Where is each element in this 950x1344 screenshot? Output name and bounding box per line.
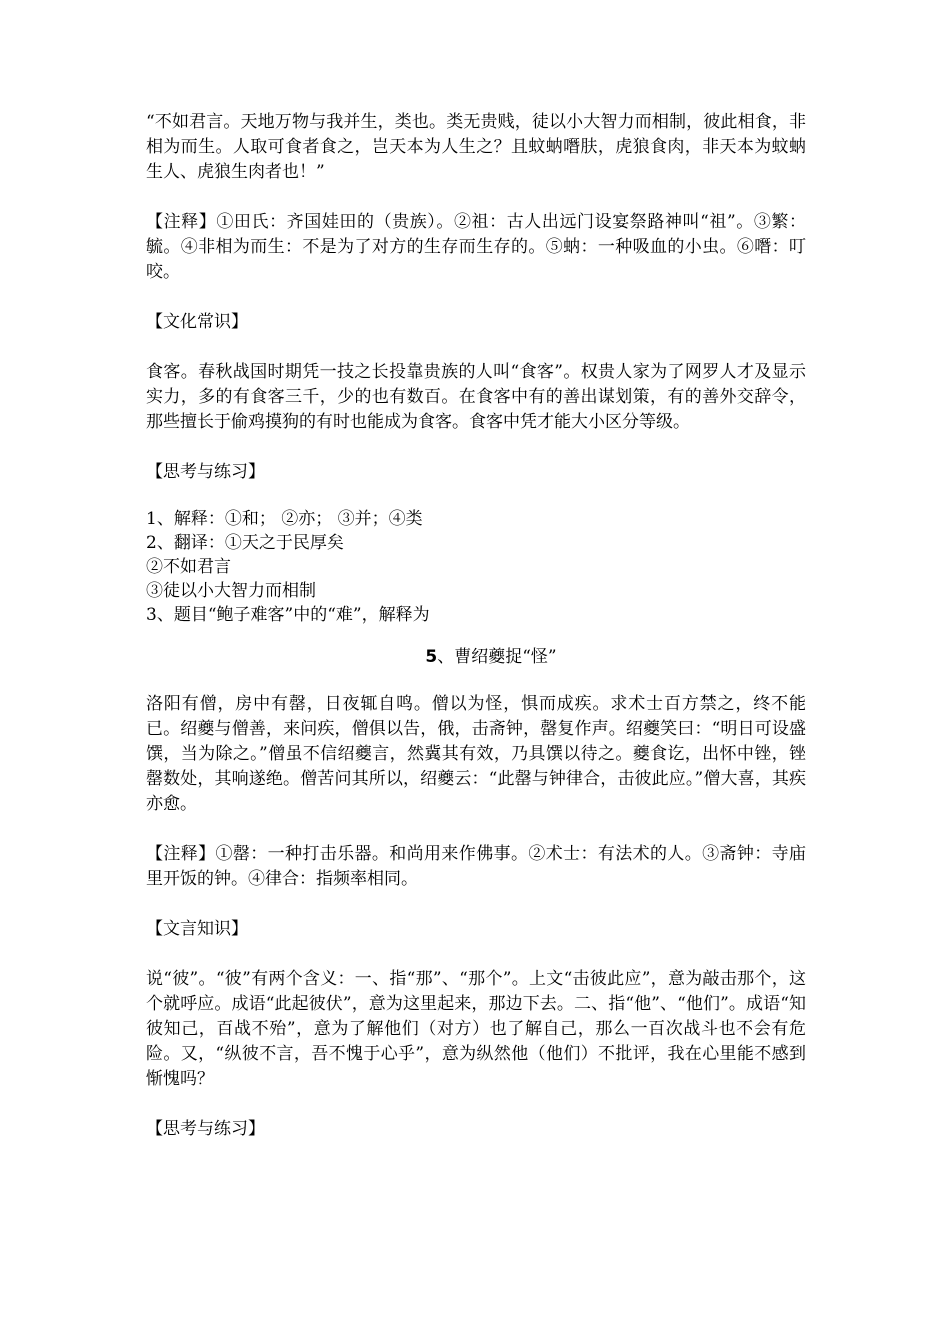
knowledge-paragraph: 说“彼”。“彼”有两个含义：一、指“那”、“那个”。上文“击彼此应”，意为敲击那个，这个就呼应。成语“此起彼伏”，意为这里起来，那边下去。二、指“他”、“他们”。成语“知彼知己，百战不殆”，意为了解他们（对方）也了解自己，那么一百次战斗也不会有危险。又，“纵彼不言，吾不愧于心乎”，意为纵然他（他们）不批评，我在心里能不感到惭愧吗？	[146, 969, 806, 1089]
exercise-list	[146, 507, 806, 627]
culture-heading: 【文化常识】	[146, 312, 248, 332]
knowledge-heading: 【文言知识】	[146, 919, 248, 939]
notes-paragraph: 【注释】①罄：一种打击乐器。和尚用来作佛事。②术士：有法术的人。③斋钟：寺庙里开饭的钟。④律合：指频率相同。	[146, 844, 806, 889]
passage-paragraph: “不如君言。天地万物与我并生，类也。类无贵贱，徒以小大智力而相制，彼此相食，非相为而生。人取可食者食之，岂天本为人生之？且蚊蚋噆肤，虎狼食肉，非天本为蚊蚋生人、虎狼生肉者也！”	[146, 112, 806, 182]
culture-paragraph: 食客。春秋战国时期凭一技之长投靠贵族的人叫“食客”。权贵人家为了网罗人才及显示实力，多的有食客三千，少的也有数百。在食客中有的善出谋划策，有的善外交辞令，那些擅长于偷鸡摸狗的有时也能成为食客。食客中凭才能大小区分等级。	[146, 362, 806, 432]
notes-paragraph: 【注释】①田氏：齐国娃田的（贵族）。②祖：古人出远门设宴祭路神叫“祖”。③繁：毓。④非相为而生：不是为了对方的生存而生存的。⑤蚋：一种吸血的小虫。⑥噆：叮咬。	[146, 212, 806, 282]
exercise-item: 2、翻译：①天之于民厚矣	[146, 533, 344, 553]
passage-paragraph: 洛阳有僧，房中有罄，日夜辄自鸣。僧以为怪，惧而成疾。求术士百方禁之，终不能已。绍夔与僧善，来问疾，僧俱以告，俄，击斋钟，罄复作声。绍夔笑曰：“明日可设盛馔，当为除之。”僧虽不信绍夔言，然冀其有效，乃具馔以待之。夔食讫，出怀中锉，锉罄数处，其响遂绝。僧苦问其所以，绍夔云：“此罄与钟律合，击彼此应。”僧大喜，其疾亦愈。	[146, 694, 806, 814]
exercise-item: ③徒以小大智力而相制	[146, 581, 316, 601]
document-page	[146, 110, 806, 1142]
section-title-number: 5	[425, 647, 438, 667]
section-title	[146, 645, 806, 670]
exercise-item: 3、题目“鲍子难客”中的“难”，解释为	[146, 605, 430, 625]
exercise-item: 1、解释：①和； ②亦； ③并；④类	[146, 509, 423, 529]
exercise-heading: 【思考与练习】	[146, 462, 265, 482]
section-title-text: 、曹绍夔捉“怪”	[437, 647, 557, 667]
exercise-item: ②不如君言	[146, 557, 231, 577]
exercise-heading: 【思考与练习】	[146, 1119, 265, 1139]
